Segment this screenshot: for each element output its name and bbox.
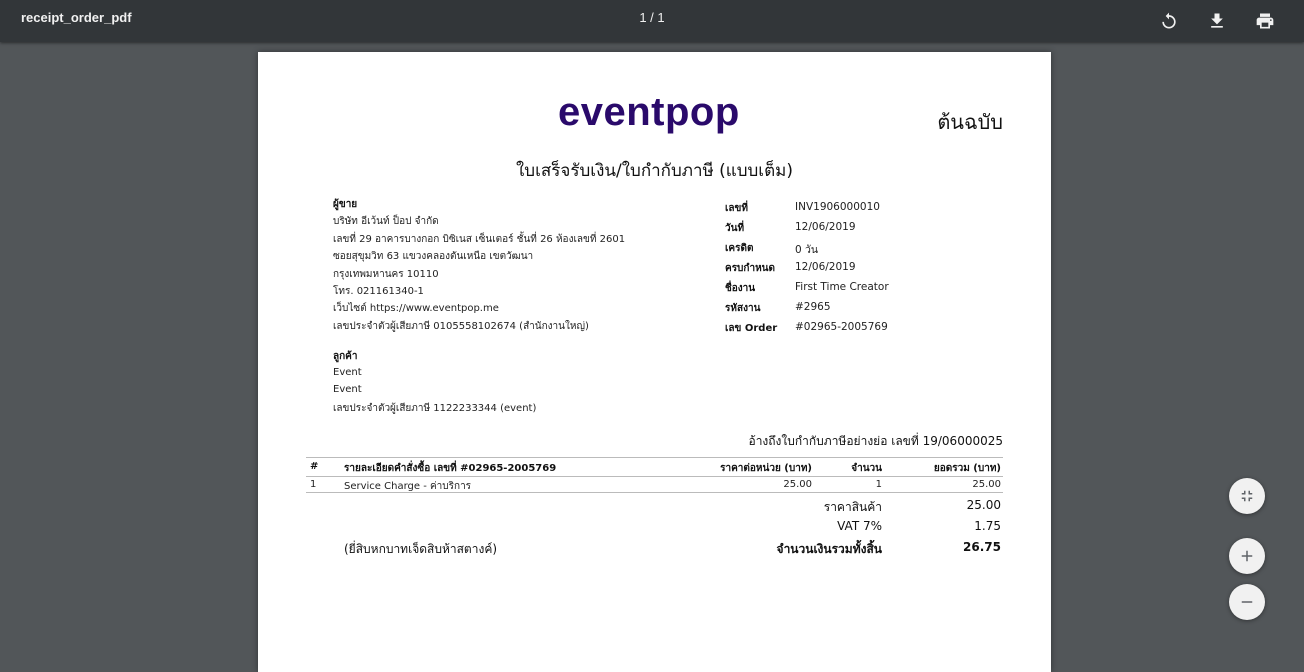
vat-value: 1.75 [974, 519, 1001, 533]
customer-line: Event [333, 384, 362, 395]
download-button[interactable] [1203, 7, 1231, 35]
event-name: First Time Creator [795, 281, 889, 293]
customer-line: เลขประจำตัวผู้เสียภาษี 1122233344 (event) [333, 403, 537, 414]
zoom-out-icon [1238, 593, 1256, 611]
amount-in-words: (ยี่สิบหกบาทเจ็ดสิบห้าสตางค์) [344, 542, 498, 556]
due-date: 12/06/2019 [795, 261, 856, 273]
header-description: รายละเอียดคำสั่งซื้อ เลขที่ #02965-2005769 [344, 463, 557, 474]
table-header-rule [306, 476, 1003, 477]
table-top-rule [306, 457, 1003, 458]
event-code: #2965 [795, 301, 831, 313]
invoice-number: INV1906000010 [795, 201, 880, 213]
seller-line: ซอยสุขุมวิท 63 แขวงคลองตันเหนือ เขตวัฒนา [333, 251, 534, 262]
vat-label: VAT 7% [837, 519, 882, 533]
copy-label: ต้นฉบับ [937, 110, 1003, 134]
invoice-date: 12/06/2019 [795, 221, 856, 233]
page-indicator: 1 / 1 [639, 10, 665, 25]
header-qty: จำนวน [851, 463, 882, 474]
seller-line: บริษัท อีเว้นท์ ป็อป จำกัด [333, 216, 439, 227]
print-button[interactable] [1251, 7, 1279, 35]
row-qty: 1 [875, 479, 882, 490]
header-unit-price: ราคาต่อหน่วย (บาท) [720, 463, 812, 474]
fit-to-page-button[interactable] [1229, 478, 1265, 514]
print-icon [1255, 11, 1275, 31]
seller-line: เว็บไซต์ https://www.eventpop.me [333, 303, 499, 314]
subtotal-value: 25.00 [966, 498, 1001, 512]
row-unit-price: 25.00 [783, 479, 812, 490]
customer-heading: ลูกค้า [333, 351, 358, 362]
grand-total-value: 26.75 [963, 540, 1001, 554]
rotate-icon [1159, 11, 1179, 31]
subtotal-label: ราคาสินค้า [823, 500, 882, 514]
order-number: #02965-2005769 [795, 321, 888, 333]
zoom-in-icon [1238, 547, 1256, 565]
customer-line: Event [333, 367, 362, 378]
meta-label: เลข Order [725, 323, 778, 334]
meta-label: ครบกำหนด [725, 263, 775, 274]
pdf-viewer-toolbar [0, 0, 1304, 42]
seller-line: โทร. 021161340-1 [333, 286, 424, 297]
eventpop-logo: eventpop [558, 90, 740, 134]
meta-label: เครดิต [725, 243, 754, 254]
receipt-title: ใบเสร็จรับเงิน/ใบกำกับภาษี (แบบเต็ม) [516, 161, 793, 181]
credit-term: 0 วัน [795, 244, 819, 256]
row-description: Service Charge - ค่าบริการ [344, 481, 472, 492]
meta-label: เลขที่ [725, 203, 748, 214]
meta-label: ชื่องาน [725, 283, 756, 294]
row-no: 1 [310, 479, 317, 490]
header-no: # [310, 461, 319, 472]
seller-line: เลขประจำตัวผู้เสียภาษี 0105558102674 (สำนักงานใหญ่) [333, 321, 589, 332]
pdf-page [258, 52, 1051, 672]
seller-line: เลขที่ 29 อาคารบางกอก บิซิเนส เซ็นเตอร์ ชั้นที่ 26 ห้องเลขที่ 2601 [333, 234, 626, 245]
seller-line: กรุงเทพมหานคร 10110 [333, 269, 439, 280]
zoom-in-button[interactable] [1229, 538, 1265, 574]
meta-label: วันที่ [725, 223, 745, 234]
table-bottom-rule [306, 492, 1003, 493]
document-title: receipt_order_pdf [21, 10, 132, 25]
row-total: 25.00 [972, 479, 1001, 490]
rotate-button[interactable] [1155, 7, 1183, 35]
fit-to-page-icon [1238, 487, 1256, 505]
zoom-out-button[interactable] [1229, 584, 1265, 620]
reference-note: อ้างถึงใบกำกับภาษีอย่างย่อ เลขที่ 19/06000025 [748, 434, 1003, 448]
meta-label: รหัสงาน [725, 303, 761, 314]
grand-total-label: จำนวนเงินรวมทั้งสิ้น [776, 542, 882, 556]
download-icon [1207, 11, 1227, 31]
header-total: ยอดรวม (บาท) [933, 463, 1001, 474]
seller-heading: ผู้ขาย [333, 199, 358, 210]
